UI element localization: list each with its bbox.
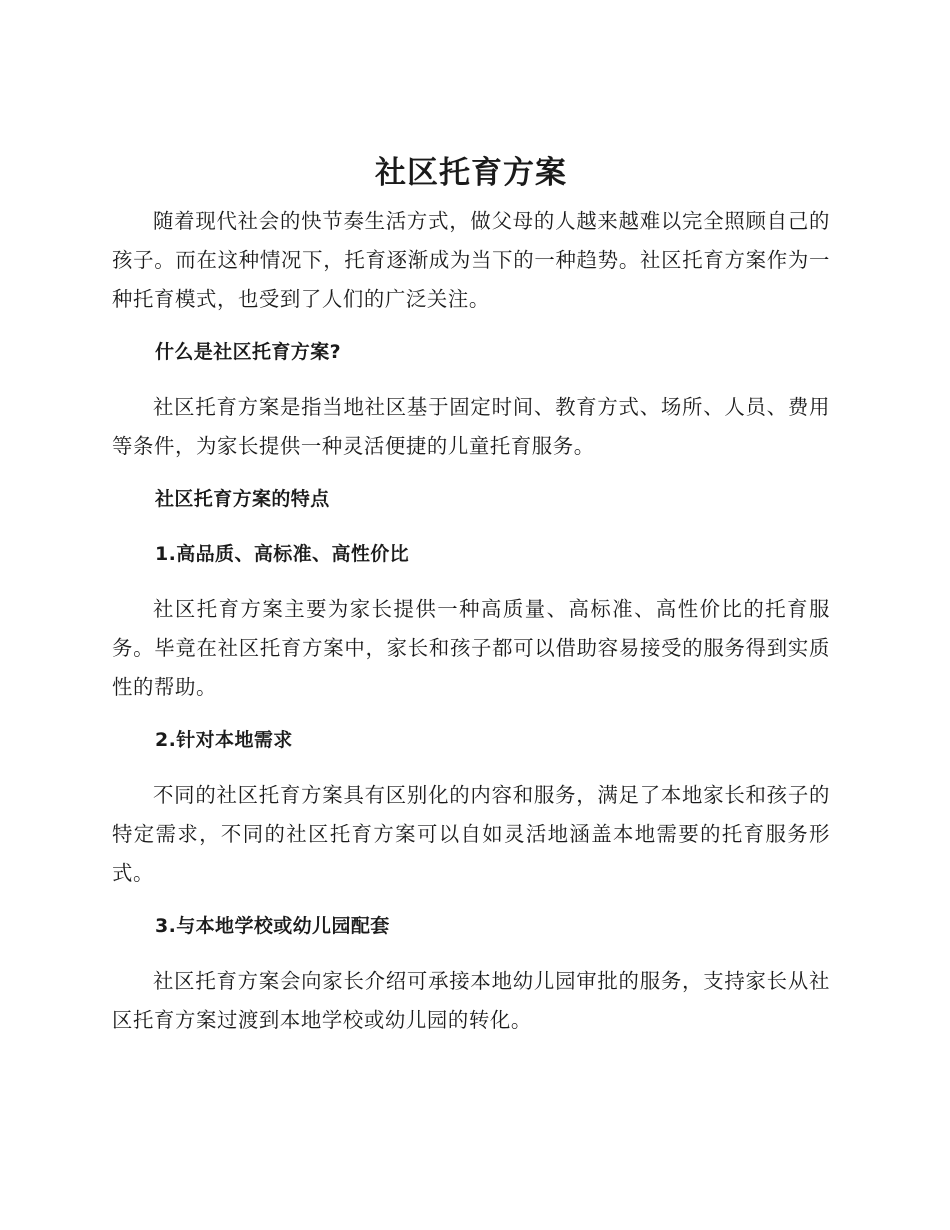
- section-heading-features: 社区托育方案的特点: [155, 488, 330, 510]
- feature-paragraph-1: 社区托育方案主要为家长提供一种高质量、高标准、高性价比的托育服务。毕竟在社区托育方案中，家长和孩子都可以借助容易接受的服务得到实质性的帮助。: [112, 597, 830, 699]
- feature-paragraph-3: 社区托育方案会向家长介绍可承接本地幼儿园审批的服务，支持家长从社区托育方案过渡到本地学校或幼儿园的转化。: [112, 969, 830, 1032]
- document-title: 社区托育方案: [375, 155, 567, 191]
- intro-paragraph: 随着现代社会的快节奏生活方式，做父母的人越来越难以完全照顾自己的孩子。而在这种情况下，托育逐渐成为当下的一种趋势。社区托育方案作为一种托育模式，也受到了人们的广泛关注。: [112, 209, 830, 311]
- section-heading-what-is: 什么是社区托育方案?: [155, 341, 342, 363]
- feature-paragraph-2: 不同的社区托育方案具有区别化的内容和服务，满足了本地家长和孩子的特定需求，不同的社区托育方案可以自如灵活地涵盖本地需要的托育服务形式。: [112, 783, 830, 885]
- definition-paragraph: 社区托育方案是指当地社区基于固定时间、教育方式、场所、人员、费用等条件，为家长提供一种灵活便捷的儿童托育服务。: [112, 395, 830, 458]
- feature-heading-1: 1.高品质、高标准、高性价比: [155, 543, 410, 565]
- document-page: [112, 150, 830, 1054]
- feature-heading-3: 3.与本地学校或幼儿园配套: [155, 915, 390, 937]
- feature-heading-2: 2.针对本地需求: [155, 729, 293, 751]
